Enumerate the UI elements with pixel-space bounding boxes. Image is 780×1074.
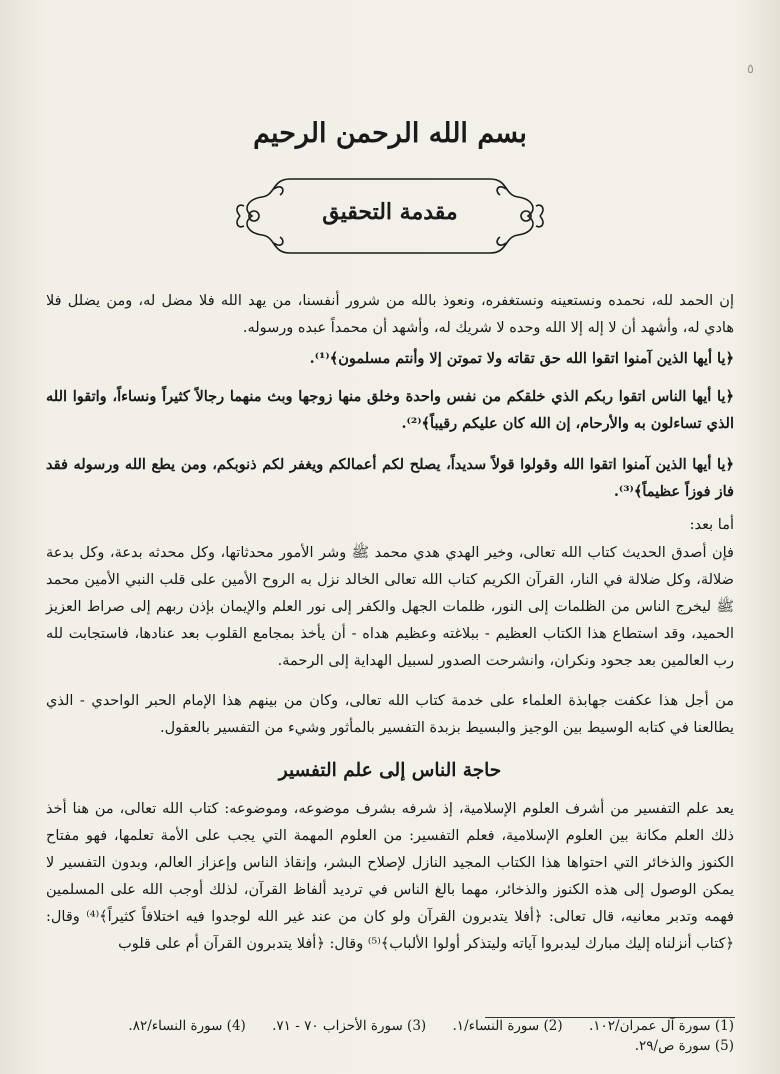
footnote-4: (4) سورة النساء/٨٢.: [128, 1018, 246, 1034]
footnote-2: (2) سورة النساء/١.: [452, 1018, 563, 1034]
body-paragraph-1: فإن أصدق الحديث كتاب الله تعالى، وخير الهدي هدي محمد ﷺ وشر الأمور محدثاتها، وكل محدثه بدعة، وكل بدعة ضلالة، وكل ضلالة في النار، القرآن الكريم كتاب الله تعالى الخالد نزل به الروح الأمين على قلب النبي الأمين محمد ﷺ ليخرج الناس من الظلمات إلى النور، ظلمات الجهل والكفر إلى نور العلم والإيمان بإذن ربهم إلى صراط العزيز الحميد، وقد استطاع هذا الكتاب العظيم - ببلاغته وعظيم هداه - أن يأخذ بمجامع القلوب بعد عنادها، فاستجابت لله رب العالمين بعد جحود ونكران، وانشرحت الصدور لسبيل الهداية إلى الرحمة.: [46, 545, 734, 669]
quran-verse-2: ﴿يا أيها الناس اتقوا ربكم الذي خلقكم من نفس واحدة وخلق منها زوجها وبث منهما رجالاً كثيراً ونساءاً، واتقوا الله الذي تساءلون به والأرحام، إن الله كان عليكم رقيباً﴾⁽²⁾.: [46, 388, 734, 432]
footnote-5: (5) سورة ص/٢٩.: [634, 1038, 734, 1054]
section-heading: حاجة الناس إلى علم التفسير: [278, 760, 502, 781]
intro-paragraph: إن الحمد لله، نحمده ونستعينه ونستغفره، ونعوذ بالله من شرور أنفسنا، من يهد الله فلا مضل له، ومن يضلل فلا هادي له، وأشهد أن لا إله إلا الله وحده لا شريك له، وأشهد أن محمداً عبده ورسوله.: [46, 293, 734, 336]
amma-badu: أما بعد:: [689, 517, 734, 533]
title-cartouche: [232, 173, 548, 259]
section-paragraph: يعد علم التفسير من أشرف العلوم الإسلامية، إذ شرفه بشرف موضوعه، وموضوعه: كتاب الله تعالى، من هنا أخذ ذلك العلم مكانة بين العلوم الإسلامية، فعلم التفسير: من العلوم المهمة التي يجب على الأمة تعلمها، فهو مفتاح الكنوز والذخائر التي احتواها هذا الكتاب المجيد النازل لإصلاح البشر، وإنقاذ الناس وإعزاز العالم، وبدون التفسير لا يمكن الوصول إلى هذه الكنوز والذخائر، مهما بالغ الناس في ترديد ألفاظ القرآن، لذلك أوجب الله على المسلمين فهمه وتدبر معانيه، قال تعالى: ﴿أفلا يتدبرون القرآن ولو كان من عند غير الله لوجدوا فيه اختلافاً كثيراً﴾⁽⁴⁾ وقال: ﴿كتاب أنزلناه إليك مبارك ليدبروا آياته وليتذكر أولوا الألباب﴾⁽⁵⁾ وقال: ﴿أفلا يتدبرون القرآن أم على قلوب: [46, 801, 734, 952]
page-title: مقدمة التحقيق: [322, 199, 458, 225]
basmala-calligraphy: بسم الله الرحمن الرحيم: [253, 118, 527, 149]
quran-verse-1: ﴿يا أيها الذين آمنوا اتقوا الله حق تقاته ولا تموتن إلا وأنتم مسلمون﴾⁽¹⁾.: [309, 350, 734, 367]
footnote-1: (1) سورة آل عمران/١٠٢.: [588, 1018, 734, 1034]
quran-verse-3: ﴿يا أيها الذين آمنوا اتقوا الله وقولوا قولاً سديداً، يصلح لكم أعمالكم ويغفر لكم ذنوبكم، ومن يطع الله ورسوله فقد فاز فوزاً عظيماً﴾⁽³⁾.: [46, 456, 734, 500]
page-number: ٥: [747, 62, 754, 77]
footnote-3: (3) سورة الأحزاب ٧٠ - ٧١.: [272, 1018, 427, 1034]
footnotes: [40, 1016, 734, 1056]
body-paragraph-2: من أجل هذا عكفت جهابذة العلماء على خدمة كتاب الله تعالى، وكان من بينهم هذا الإمام الحبر الواحدي - الذي يطالعنا في كتابه الوسيط بين الوجيز والبسيط بزبدة التفسير بالمأثور وشيء من التفسير بالعقول.: [46, 693, 734, 736]
